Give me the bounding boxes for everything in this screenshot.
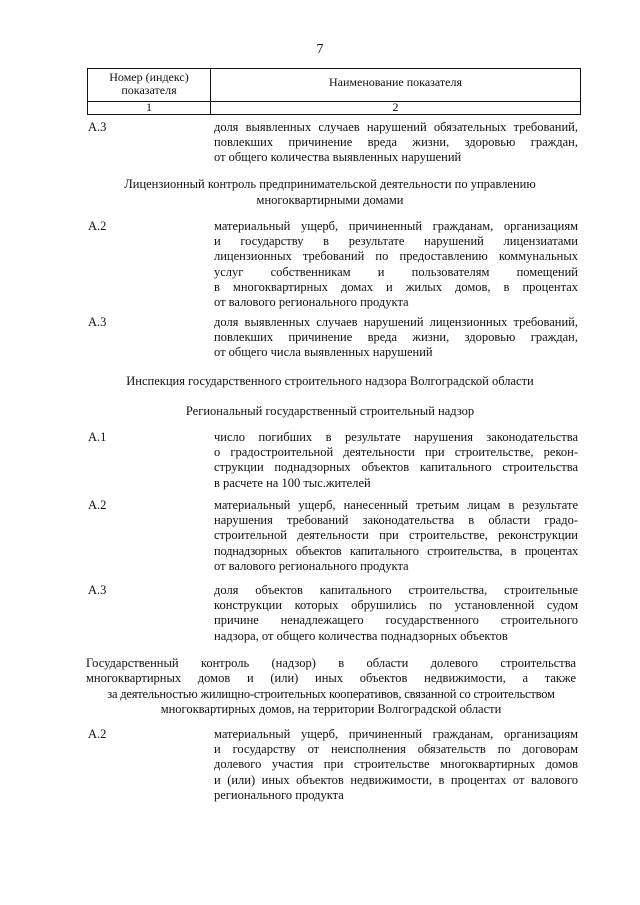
description-line: повлекших причинение вреда жизни, здоровью граждан, [214, 135, 578, 150]
description-line: в многоквартирных домах и жилых домов, в процентах [214, 279, 578, 294]
indicator-description [214, 727, 578, 803]
description-line: повлекших причинение вреда жизни, здоровью граждан, [214, 330, 578, 345]
description-line: и государству в результате нарушений лицензиатами [214, 234, 578, 249]
description-line: и государству от неисполнения обязательств по договорам [214, 742, 578, 757]
header-col1 [88, 71, 210, 97]
description-line: материальный ущерб, причиненный гражданам, организациям [214, 727, 578, 741]
table-bottom-border [87, 114, 581, 115]
indicator-description [214, 120, 578, 166]
description-line: доля объектов капитального строительства, строительные [214, 583, 578, 597]
indicator-description [214, 219, 578, 310]
description-line: причине ненадлежащего государственного строительного [214, 613, 578, 628]
indicator-description [214, 430, 578, 491]
section-heading-licensing [80, 177, 580, 208]
section-heading-line: многоквартирных домов, на территории Волгоградской области [160, 702, 502, 717]
description-line: конструкции которых обрушились по установленной судом [214, 598, 578, 613]
section-heading-line: Государственный контроль (надзор) в области долевого строительства [86, 656, 576, 670]
description-line: струкции поднадзорных объектов капитального строительства [214, 460, 578, 475]
description-line: долевого участия при строительстве многоквартирных домов [214, 757, 578, 772]
section-heading-line: многоквартирных домов и (или) иных объектов недвижимости, а также [86, 671, 576, 686]
description-line: регионального продукта [214, 787, 344, 802]
header-col1-line1: Номер (индекс) [109, 70, 189, 84]
section-heading-line: Лицензионный контроль предпринимательской деятельности по управлению [124, 177, 536, 191]
indicator-description [214, 315, 578, 361]
description-line: лицензионных требований по предоставлению коммунальных [214, 249, 578, 264]
description-line: доля выявленных случаев нарушений обязательных требований, [214, 120, 578, 134]
description-line: о градостроительной деятельности при строительстве, рекон- [214, 445, 578, 460]
description-line: нарушения требований законодательства в области градо- [214, 513, 578, 528]
indicator-description [214, 498, 578, 574]
indicator-index: А.3 [88, 120, 107, 134]
header-col1-num: 1 [146, 100, 152, 114]
description-line: число погибших в результате нарушения законодательства [214, 430, 578, 444]
description-line: от общего количества выявленных нарушений [214, 150, 462, 165]
table-top-border [87, 68, 581, 69]
header-col1-line2: показателя [121, 83, 177, 97]
header-col2-num: 2 [392, 100, 399, 114]
page-number: 7 [316, 42, 324, 57]
description-line: от валового регионального продукта [214, 295, 409, 310]
table-right-border [580, 68, 581, 115]
description-line: материальный ущерб, нанесенный третьим лицам в результате [214, 498, 578, 512]
section-heading-line: многоквартирными домами [256, 192, 404, 207]
description-line: доля выявленных случаев нарушений лицензионных требований, [214, 315, 578, 329]
description-line: от общего числа выявленных нарушений [214, 345, 433, 360]
indicator-index: А.1 [88, 430, 107, 444]
section-heading-construction-supervision: Региональный государственный строительный надзор [185, 404, 475, 418]
description-line: материальный ущерб, причиненный гражданам, организациям [214, 219, 578, 233]
description-line: и (или) иных объектов недвижимости, в процентах от валового [214, 772, 578, 787]
indicator-index: А.2 [88, 727, 107, 741]
description-line: строительной деятельности при строительстве, реконструкции [214, 528, 578, 543]
section-heading-shared-construction [86, 656, 576, 718]
header-col2: Наименование показателя [329, 75, 462, 89]
indicator-index: А.3 [88, 583, 107, 597]
section-heading-inspection: Инспекция государственного строительного надзора Волгоградской области [126, 374, 534, 388]
description-line: в расчете на 100 тыс.жителей [214, 475, 371, 490]
indicator-index: А.2 [88, 219, 107, 233]
description-line: от валового регионального продукта [214, 558, 409, 573]
description-line: услуг собственникам и пользователям помещений [214, 264, 578, 279]
description-line: надзора, от общего количества поднадзорных объектов [214, 628, 508, 643]
description-line: поднадзорных объектов капитального строительства, в процентах [214, 543, 578, 558]
indicator-description [214, 583, 578, 644]
indicator-index: А.2 [88, 498, 107, 512]
section-heading-line: за деятельностью жилищно-строительных кооперативов, связанной со строительством [107, 686, 555, 701]
indicator-index: А.3 [88, 315, 107, 329]
